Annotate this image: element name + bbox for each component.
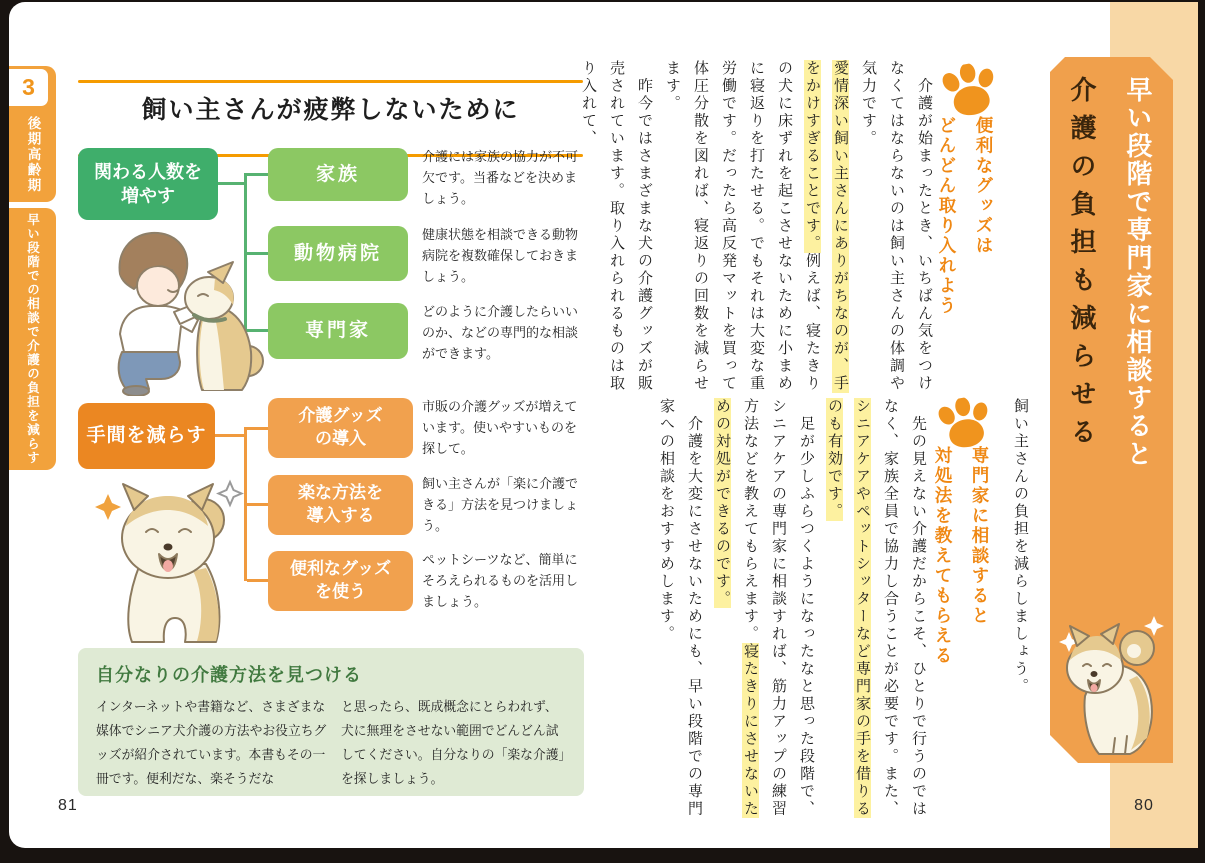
section1-body bbox=[580, 60, 938, 394]
diagram-node-family: 家族 bbox=[268, 148, 408, 201]
highlighted-text: シニアケアやペットシッターなど専門家の手を借りるのも有効です。 bbox=[826, 398, 871, 818]
chapter-number-text: 3 bbox=[22, 74, 35, 100]
paragraph bbox=[1006, 398, 1034, 832]
diagram-desc-family: 介護には家族の協力が不可欠です。当番などを決めましょう。 bbox=[422, 149, 579, 207]
chapter-number bbox=[9, 69, 48, 106]
diagram-desc-useful-goods: ペットシーツなど、簡単にそろえられるものを活用しましょう。 bbox=[422, 552, 579, 610]
diagram-node-reduce-effort: 手間を減らす bbox=[78, 403, 215, 469]
tip-box-title: 自分なりの介護方法を見つける bbox=[96, 665, 362, 685]
section-tab: 早い段階での相談で介護の負担を減らす bbox=[9, 208, 56, 470]
highlighted-text: 寝たきりにさせないための対処ができるのです。 bbox=[714, 398, 759, 818]
body-text: 介護が始まったとき、いちばん気をつけなくてはならないのは飼い主さんの体調や気力です。 bbox=[860, 60, 933, 393]
tip-box bbox=[78, 648, 584, 796]
section1-heading-line1: 便利なグッズは bbox=[974, 116, 994, 256]
paragraph bbox=[820, 398, 932, 832]
body-text: 介護を大変にさせないためにも、早い段階での専門家への相談をおすすめします。 bbox=[658, 398, 703, 818]
section1-heading bbox=[928, 116, 1002, 416]
tip-box-column-2: と思ったら、既成概念にとらわれず、犬に無理をさせない範囲でどんどん試してください。自分なりの「楽な介護」を探しましょう。 bbox=[341, 699, 565, 787]
paragraph bbox=[658, 60, 854, 394]
diagram-desc-vet: 健康状態を相談できる動物病院を複数確保しておきましょう。 bbox=[422, 227, 579, 285]
section2-heading-line1: 専門家に相談すると bbox=[970, 446, 990, 626]
chapter-tab bbox=[9, 66, 56, 202]
connector-line bbox=[215, 434, 244, 437]
diagram-desc-expert: どのように介護したらいいのか、などの専門的な相談ができます。 bbox=[422, 304, 579, 362]
paragraph bbox=[574, 60, 658, 394]
diagram-node-increase-people: 関わる人数を増やす bbox=[78, 148, 218, 220]
title-line-2: 介護の負担も減らせる bbox=[1067, 76, 1097, 456]
tip-box-column-1: インターネットや書籍など、さまざまな媒体でシニア犬介護の方法やお役立ちグッズが紹介されています。本書もその一冊です。便利だな、楽そうだな bbox=[96, 699, 327, 787]
happy-shiba-illustration bbox=[80, 468, 270, 650]
diagram-node-vet: 動物病院 bbox=[268, 226, 408, 281]
diagram-node-care-goods: 介護グッズの導入 bbox=[268, 398, 413, 458]
section1-heading-line2: どんどん取り入れよう bbox=[937, 116, 957, 316]
sparkle-icon bbox=[95, 494, 121, 520]
left-page-title: 飼い主さんが疲弊しないために bbox=[141, 96, 520, 124]
body-text: 昨今ではさまざまな犬の介護グッズが販売されています。取り入れられるものは取り入れて、 bbox=[580, 60, 653, 393]
highlighted-text: 愛情深い飼い主さんにありがちなのが、手をかけすぎることです。 bbox=[804, 60, 849, 393]
diagram-node-expert: 専門家 bbox=[268, 303, 408, 359]
body-text: 例えば、寝たきりの犬に床ずれを起こさせないために小まめに寝返りを打たせる。でもそれは大変な重労働です。だったら高反発マットを買って体圧分散を図れば、寝返りの回数を減らせます。 bbox=[664, 60, 821, 393]
paragraph bbox=[652, 398, 708, 832]
chapter-label: 後期高齢期 bbox=[25, 116, 41, 194]
page-number-right: 80 bbox=[1134, 797, 1154, 814]
body-text: 先の見えない介護だからこそ、ひとりで行うのではなく、家族全員で協力し合うことが必要です。また、 bbox=[882, 398, 927, 818]
diagram-node-easy-method: 楽な方法を導入する bbox=[268, 475, 413, 535]
lead-out-column bbox=[1002, 398, 1034, 832]
section2-heading-line2: 対処法を教えてもらえる bbox=[933, 446, 953, 666]
connector-line bbox=[247, 173, 268, 176]
title-line-1: 早い段階で専門家に相談すると bbox=[1123, 76, 1153, 468]
page-number-left: 81 bbox=[58, 797, 78, 814]
section2-body bbox=[632, 398, 932, 832]
owner-petting-dog-illustration bbox=[82, 210, 268, 396]
paw-icon bbox=[936, 59, 1002, 122]
connector-line bbox=[218, 182, 244, 185]
body-text: 飼い主さんの負担を減らしましょう。 bbox=[1012, 398, 1029, 696]
connector-line bbox=[247, 427, 268, 430]
diagram-desc-care-goods: 市販の介護グッズが増えています。使いやすいものを探して。 bbox=[422, 399, 578, 457]
body-text: 足が少しふらつくようになったなと思った段階で、シニアケアの専門家に相談すれば、筋力アップの練習方法などを教えてもらえます。 bbox=[742, 398, 815, 818]
shiba-looking-back-illustration bbox=[1057, 610, 1171, 760]
paragraph bbox=[708, 398, 820, 832]
header-rule-top bbox=[78, 80, 583, 83]
paragraph bbox=[854, 60, 938, 394]
diagram-node-useful-goods: 便利なグッズを使う bbox=[268, 551, 413, 611]
section2-heading bbox=[924, 446, 998, 786]
sparkle-icon bbox=[219, 482, 242, 505]
diagram-desc-easy-method: 飼い主さんが「楽に介護できる」方法を見つけましょう。 bbox=[422, 476, 579, 534]
sparkle-icon bbox=[1144, 616, 1164, 636]
